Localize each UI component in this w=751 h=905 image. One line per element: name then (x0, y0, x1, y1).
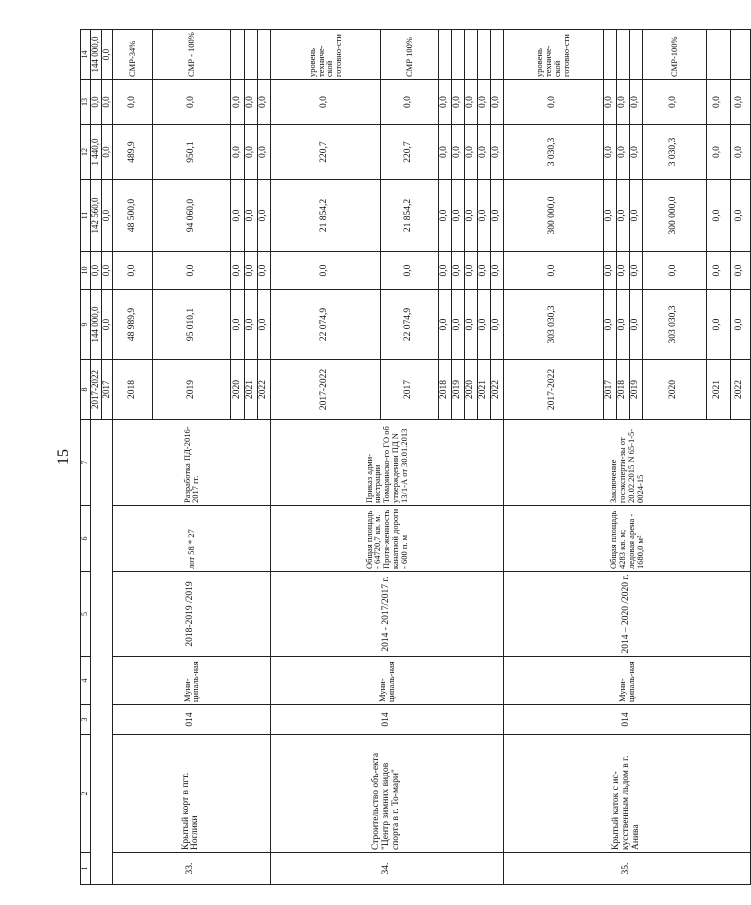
value-cell: 0,0 (113, 80, 153, 125)
column-number-9: 9 (81, 290, 91, 360)
readiness-cell: СМР-100% (642, 30, 706, 80)
value-cell: 0,0 (257, 180, 270, 252)
readiness-cell (477, 30, 490, 80)
year-cell: 2017 (380, 360, 438, 420)
readiness-cell (231, 30, 245, 80)
column-number-13: 13 (81, 80, 91, 125)
year-cell: 2022 (730, 360, 750, 420)
value-cell: 0,0 (616, 180, 629, 252)
object-name-cell: Строительство объ-екта "Центр зимних видов спорта в г. То-мари" (270, 735, 503, 853)
readiness-cell: СМР 100% (380, 30, 438, 80)
value-cell: 0,0 (490, 290, 503, 360)
value-cell: 21 854,2 (380, 180, 438, 252)
value-cell: 21 854,2 (270, 180, 380, 252)
value-cell: 300 000,0 (503, 180, 603, 252)
readiness-cell (490, 30, 503, 80)
table-row (503, 30, 603, 885)
readiness-cell (245, 30, 258, 80)
value-cell: 0,0 (706, 180, 730, 252)
year-cell: 2020 (231, 360, 245, 420)
value-cell: 144 000,0 (91, 30, 102, 80)
value-cell: 0,0 (231, 180, 245, 252)
value-cell: 22 074,9 (380, 290, 438, 360)
value-cell: 0,0 (603, 125, 616, 180)
year-cell: 2020 (464, 360, 477, 420)
document-cell: Заключение госэксперти-зы от 20.02.2015 N 65-1-5-0024-15 (503, 420, 750, 506)
year-cell: 2017 (603, 360, 616, 420)
value-cell: 0,0 (91, 80, 102, 125)
value-cell: 0,0 (153, 252, 231, 290)
value-cell: 0,0 (438, 252, 451, 290)
readiness-cell (257, 30, 270, 80)
value-cell: 0,0 (231, 125, 245, 180)
year-cell: 2017-2022 (503, 360, 603, 420)
value-cell: 0,0 (477, 180, 490, 252)
year-cell: 2018 (438, 360, 451, 420)
value-cell: 22 074,9 (270, 290, 380, 360)
column-number-14: 14 (81, 30, 91, 80)
readiness-cell: уровень техниче-ской готовно-сти (503, 30, 603, 80)
value-cell: 0,0 (91, 252, 102, 290)
value-cell: 0,0 (477, 125, 490, 180)
value-cell: 0,0 (231, 252, 245, 290)
rotated-table-container (80, 32, 745, 885)
value-cell: 3 030,3 (503, 125, 603, 180)
ownership-cell: Муни-ципаль-ная (503, 657, 750, 705)
blank-left-cell (91, 420, 113, 885)
year-cell: 2019 (451, 360, 464, 420)
value-cell: 0,0 (153, 80, 231, 125)
period-cell: 2018-2019 /2019 (113, 572, 271, 657)
value-cell: 0,0 (477, 252, 490, 290)
code-cell: 014 (503, 705, 750, 735)
readiness-cell (629, 30, 642, 80)
value-cell: 0,0 (102, 252, 113, 290)
value-cell: 0,0 (730, 80, 750, 125)
year-cell: 2019 (153, 360, 231, 420)
value-cell: 0,0 (706, 290, 730, 360)
value-cell: 0,0 (730, 290, 750, 360)
object-name-cell: Крытый корт в пгт. Ноглики (113, 735, 271, 853)
value-cell: 0,0 (451, 290, 464, 360)
value-cell: 0,0 (603, 290, 616, 360)
value-cell: 0,0 (629, 80, 642, 125)
table-body (91, 30, 751, 885)
row-number-cell: 34. (270, 853, 503, 885)
table-row (270, 30, 380, 885)
row-number-cell: 33. (113, 853, 271, 885)
period-cell: 2014 - 2017/2017 г. (270, 572, 503, 657)
value-cell: 0,0 (490, 125, 503, 180)
capacity-cell: Общая площадь - 64720,7 кв. м. Протя-женность канатной дороги - 600 п. м (270, 506, 503, 572)
value-cell: 1 440,0 (91, 125, 102, 180)
value-cell: 0,0 (245, 252, 258, 290)
value-cell: 0,0 (102, 30, 113, 80)
investment-table (80, 29, 751, 885)
readiness-cell (603, 30, 616, 80)
value-cell: 0,0 (438, 290, 451, 360)
capacity-cell: Общая площадь 4283 кв. м; ледовая арена - 1680,0 м² (503, 506, 750, 572)
value-cell: 0,0 (706, 125, 730, 180)
column-number-2: 2 (81, 735, 91, 853)
value-cell: 0,0 (730, 180, 750, 252)
value-cell: 94 060,0 (153, 180, 231, 252)
value-cell: 0,0 (451, 252, 464, 290)
column-number-4: 4 (81, 657, 91, 705)
year-cell: 2017 (102, 360, 113, 420)
year-cell: 2017-2022 (91, 360, 102, 420)
value-cell: 0,0 (257, 252, 270, 290)
year-cell: 2019 (629, 360, 642, 420)
value-cell: 0,0 (490, 80, 503, 125)
value-cell: 0,0 (464, 125, 477, 180)
value-cell: 0,0 (464, 252, 477, 290)
readiness-cell (438, 30, 451, 80)
value-cell: 489,9 (113, 125, 153, 180)
value-cell: 0,0 (629, 180, 642, 252)
code-cell: 014 (113, 705, 271, 735)
value-cell: 0,0 (464, 80, 477, 125)
column-number-12: 12 (81, 125, 91, 180)
ownership-cell: Муни-ципаль-ная (113, 657, 271, 705)
year-cell: 2021 (477, 360, 490, 420)
value-cell: 0,0 (451, 180, 464, 252)
readiness-cell: СМР-34% (113, 30, 153, 80)
value-cell: 0,0 (270, 80, 380, 125)
document-cell: Разработка ПД-2016-2017 гг. (113, 420, 271, 506)
value-cell: 0,0 (438, 80, 451, 125)
column-number-1: 1 (81, 853, 91, 885)
column-number-6: 6 (81, 506, 91, 572)
readiness-cell (464, 30, 477, 80)
readiness-cell (706, 30, 730, 80)
value-cell: 0,0 (603, 80, 616, 125)
value-cell: 0,0 (438, 125, 451, 180)
value-cell: 0,0 (490, 180, 503, 252)
document-cell: Приказ адми-нистрации Томаринско-го ГО об утверждении ПД N 13/1-А от 30.01.2013 (270, 420, 503, 506)
table-row (91, 30, 102, 885)
value-cell: 220,7 (270, 125, 380, 180)
value-cell: 0,0 (231, 290, 245, 360)
readiness-cell (616, 30, 629, 80)
value-cell: 0,0 (642, 252, 706, 290)
capacity-cell: лот 58 * 27 (113, 506, 271, 572)
value-cell: 300 000,0 (642, 180, 706, 252)
year-cell: 2018 (113, 360, 153, 420)
value-cell: 144 000,0 (91, 290, 102, 360)
value-cell: 0,0 (113, 252, 153, 290)
value-cell: 95 010,1 (153, 290, 231, 360)
value-cell: 0,0 (464, 290, 477, 360)
value-cell: 220,7 (380, 125, 438, 180)
value-cell: 0,0 (603, 180, 616, 252)
value-cell: 0,0 (451, 125, 464, 180)
value-cell: 0,0 (503, 80, 603, 125)
readiness-cell (730, 30, 750, 80)
value-cell: 0,0 (730, 252, 750, 290)
value-cell: 0,0 (257, 125, 270, 180)
value-cell: 3 030,3 (642, 125, 706, 180)
column-number-3: 3 (81, 705, 91, 735)
value-cell: 0,0 (451, 80, 464, 125)
value-cell: 0,0 (102, 180, 113, 252)
value-cell: 0,0 (245, 180, 258, 252)
value-cell: 950,1 (153, 125, 231, 180)
value-cell: 0,0 (245, 290, 258, 360)
year-cell: 2021 (245, 360, 258, 420)
column-number-10: 10 (81, 252, 91, 290)
value-cell: 142 560,0 (91, 180, 102, 252)
year-cell: 2021 (706, 360, 730, 420)
readiness-cell: уровень техниче-ской готовно-сти (270, 30, 380, 80)
value-cell: 303 030,3 (642, 290, 706, 360)
value-cell: 0,0 (629, 125, 642, 180)
period-cell: 2014 – 2020 /2020 г. (503, 572, 750, 657)
column-number-7: 7 (81, 420, 91, 506)
value-cell: 0,0 (730, 125, 750, 180)
value-cell: 0,0 (706, 80, 730, 125)
value-cell: 0,0 (603, 252, 616, 290)
year-cell: 2022 (257, 360, 270, 420)
year-cell: 2017-2022 (270, 360, 380, 420)
value-cell: 0,0 (380, 80, 438, 125)
page-number: 15 (55, 449, 72, 465)
value-cell: 0,0 (245, 80, 258, 125)
value-cell: 303 030,3 (503, 290, 603, 360)
value-cell: 0,0 (616, 80, 629, 125)
value-cell: 0,0 (245, 125, 258, 180)
value-cell: 0,0 (629, 252, 642, 290)
value-cell: 0,0 (490, 252, 503, 290)
value-cell: 0,0 (464, 180, 477, 252)
value-cell: 0,0 (102, 80, 113, 125)
value-cell: 0,0 (706, 252, 730, 290)
value-cell: 0,0 (270, 252, 380, 290)
value-cell: 0,0 (629, 290, 642, 360)
value-cell: 48 500,0 (113, 180, 153, 252)
value-cell: 0,0 (616, 125, 629, 180)
ownership-cell: Муни-ципаль-ная (270, 657, 503, 705)
value-cell: 0,0 (642, 80, 706, 125)
readiness-cell: СМР - 100% (153, 30, 231, 80)
year-cell: 2020 (642, 360, 706, 420)
column-number-11: 11 (81, 180, 91, 252)
value-cell: 48 989,9 (113, 290, 153, 360)
value-cell: 0,0 (616, 252, 629, 290)
year-cell: 2018 (616, 360, 629, 420)
column-number-row (81, 30, 91, 885)
value-cell: 0,0 (477, 80, 490, 125)
object-name-cell: Крытый каток с ис-кусственным льдом в г. Анива (503, 735, 750, 853)
value-cell: 0,0 (503, 252, 603, 290)
value-cell: 0,0 (380, 252, 438, 290)
year-cell: 2022 (490, 360, 503, 420)
value-cell: 0,0 (102, 125, 113, 180)
table-row (113, 30, 153, 885)
value-cell: 0,0 (257, 80, 270, 125)
value-cell: 0,0 (231, 80, 245, 125)
column-number-5: 5 (81, 572, 91, 657)
row-number-cell: 35. (503, 853, 750, 885)
readiness-cell (451, 30, 464, 80)
value-cell: 0,0 (438, 180, 451, 252)
value-cell: 0,0 (102, 290, 113, 360)
column-number-8: 8 (81, 360, 91, 420)
code-cell: 014 (270, 705, 503, 735)
value-cell: 0,0 (257, 290, 270, 360)
value-cell: 0,0 (616, 290, 629, 360)
value-cell: 0,0 (477, 290, 490, 360)
